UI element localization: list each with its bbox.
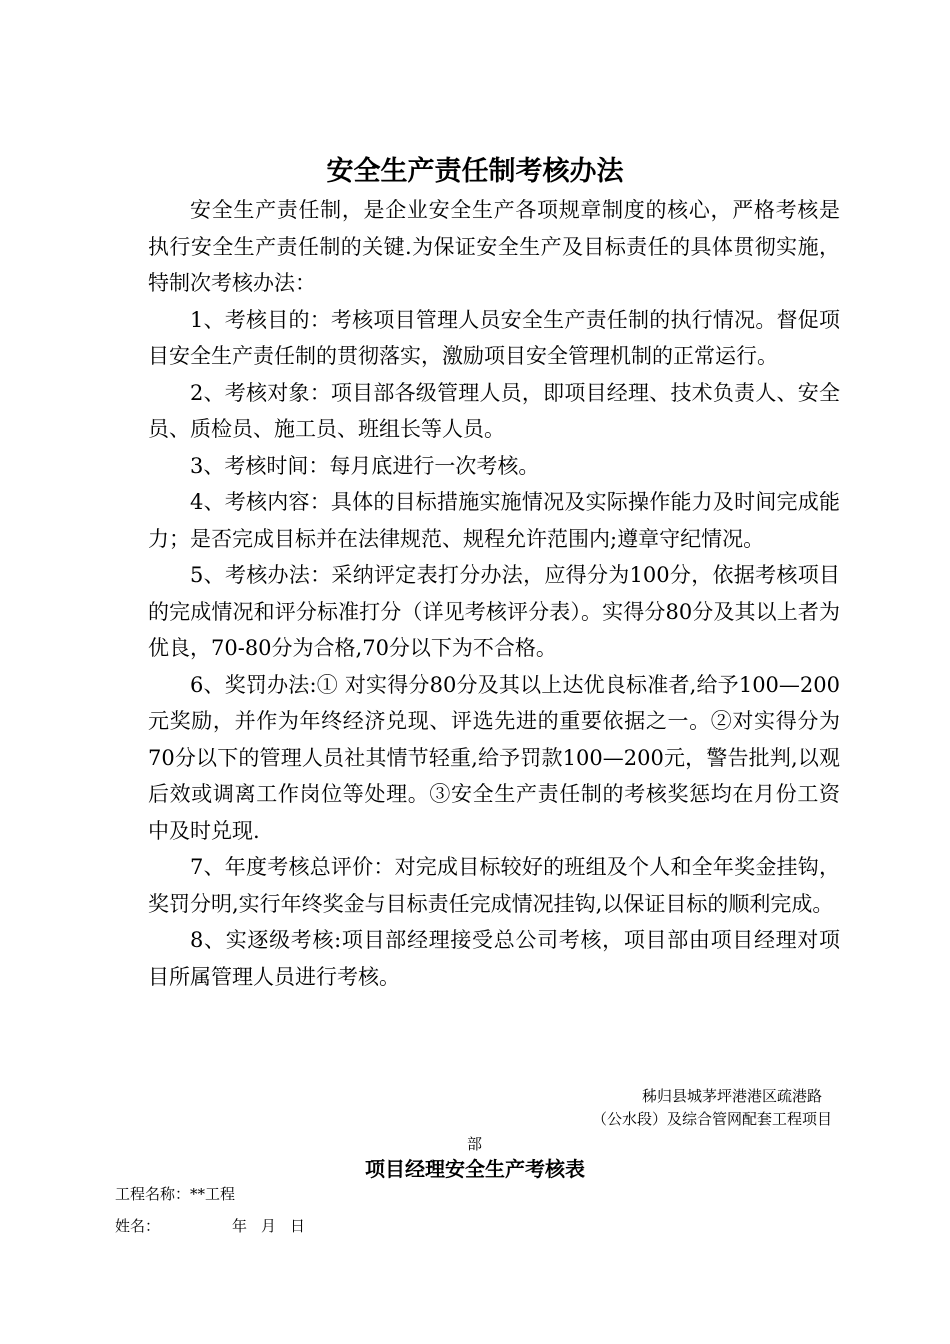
date-day-label: 日 [290,1217,306,1235]
signature-line-3: 部 [467,1135,483,1153]
form-title: 项目经理安全生产考核表 [365,1157,585,1181]
document-title: 安全生产责任制考核办法 [326,156,624,187]
person-name-label: 姓名： [115,1217,161,1235]
date-year-label: 年 [232,1217,248,1235]
clause-annual-review: 7、年度考核总评价：对完成目标较好的班组及个人和全年奖金挂钩，奖罚分明,实行年终奖金与目标责任完成情况挂钩,以保证目标的顺利完成。 [148,855,840,916]
clause-purpose: 1、考核目的：考核项目管理人员安全生产责任制的执行情况。督促项目安全生产责任制的贯彻落实，激励项目安全管理机制的正常运行。 [148,307,840,368]
clause-method: 5、考核办法：采纳评定表打分办法，应得分为100分，依据考核项目的完成情况和评分标准打分（详见考核评分表）。实得分80分及其以上者为优良，70-80分为合格,70分以下为不合格。 [148,563,840,660]
intro-paragraph: 安全生产责任制，是企业安全生产各项规章制度的核心，严格考核是执行安全生产责任制的关键.为保证安全生产及目标责任的具体贯彻实施，特制次考核办法： [148,198,840,295]
clause-hierarchy: 8、实逐级考核:项目部经理接受总公司考核，项目部由项目经理对项目所属管理人员进行考核。 [148,928,840,989]
clause-targets: 2、考核对象：项目部各级管理人员，即项目经理、技术负责人、安全员、质检员、施工员、班组长等人员。 [148,380,840,441]
document-body [148,192,840,995]
date-month-label: 月 [261,1217,277,1235]
clause-time: 3、考核时间：每月底进行一次考核。 [190,453,540,478]
clause-rewards: 6、奖罚办法:① 对实得分80分及其以上达优良标准者,给予100—200元奖励，并作为年终经济兑现、评选先进的重要依据之一。②对实得分为70分以下的管理人员社其情节轻重,给予罚款100—200元，警告批判,以观后效或调离工作岗位等处理。③安全生产责任制的考核奖惩均在月份工资中及时兑现. [148,672,840,843]
project-name-label: 工程名称：**工程 [115,1185,236,1203]
signature-line-2: （公水段）及综合管网配套工程项目 [591,1110,832,1128]
clause-content: 4、考核内容：具体的目标措施实施情况及实际操作能力及时间完成能力；是否完成目标并在法律规范、规程允许范围内;遵章守纪情况。 [148,490,840,551]
date-field [232,1215,305,1237]
signature-line-1: 秭归县城茅坪港港区疏港路 [641,1087,822,1105]
